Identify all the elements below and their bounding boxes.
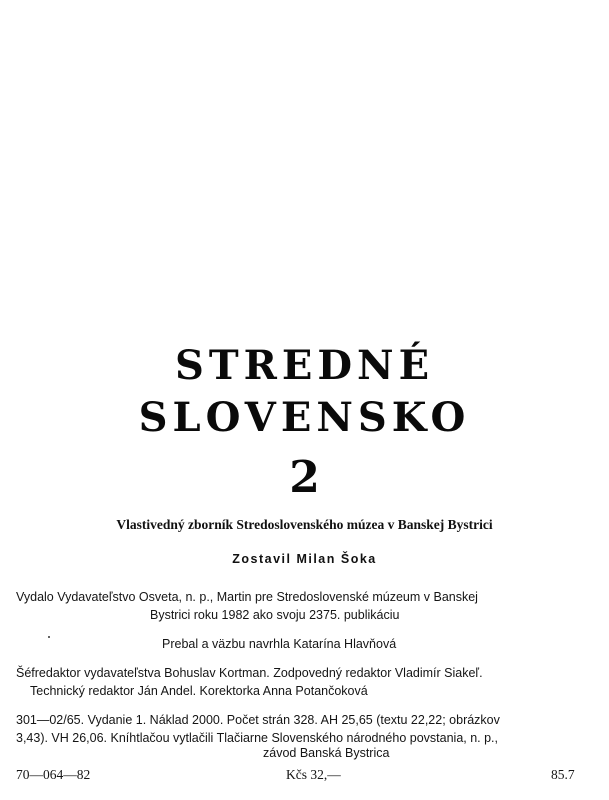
publisher-line-1: Vydalo Vydavateľstvo Osveta, n. p., Martin pre Stredoslovenské múzeum v Banskej	[16, 590, 478, 604]
catalog-code: 70—064—82	[16, 767, 91, 782]
compiler-credit: Zostavil Milan Šoka	[232, 552, 377, 566]
printing-details-line-1: 301—02/65. Vydanie 1. Náklad 2000. Počet strán 328. AH 25,65 (textu 22,22; obrázkov	[16, 713, 500, 727]
print-speck	[48, 636, 50, 638]
price: Kčs 32,—	[286, 767, 341, 782]
editors-line-2: Technický redaktor Ján Andel. Korektorka Anna Potančoková	[30, 684, 368, 698]
cover-design-credit: Prebal a väzbu navrhla Katarína Hlavňová	[162, 637, 397, 651]
printing-details-line-3: závod Banská Bystrica	[263, 746, 390, 760]
publisher-line-2: Bystrici roku 1982 ako svoju 2375. publikáciu	[150, 608, 400, 622]
book-title-line-2: SLOVENSKO	[138, 394, 471, 441]
printing-details-line-2: 3,43). VH 26,06. Kníhtlačou vytlačili Tlačiarne Slovenského národného povstania, n. p.,	[16, 731, 499, 745]
editors-line-1: Šéfredaktor vydavateľstva Bohuslav Kortman. Zodpovedný redaktor Vladimír Siakeľ.	[16, 666, 483, 680]
classification-code: 85.7	[551, 767, 575, 782]
book-title-line-1: STREDNÉ	[174, 342, 435, 389]
subtitle: Vlastivedný zborník Stredoslovenského múzea v Banskej Bystrici	[116, 517, 493, 532]
volume-number: 2	[289, 452, 320, 503]
